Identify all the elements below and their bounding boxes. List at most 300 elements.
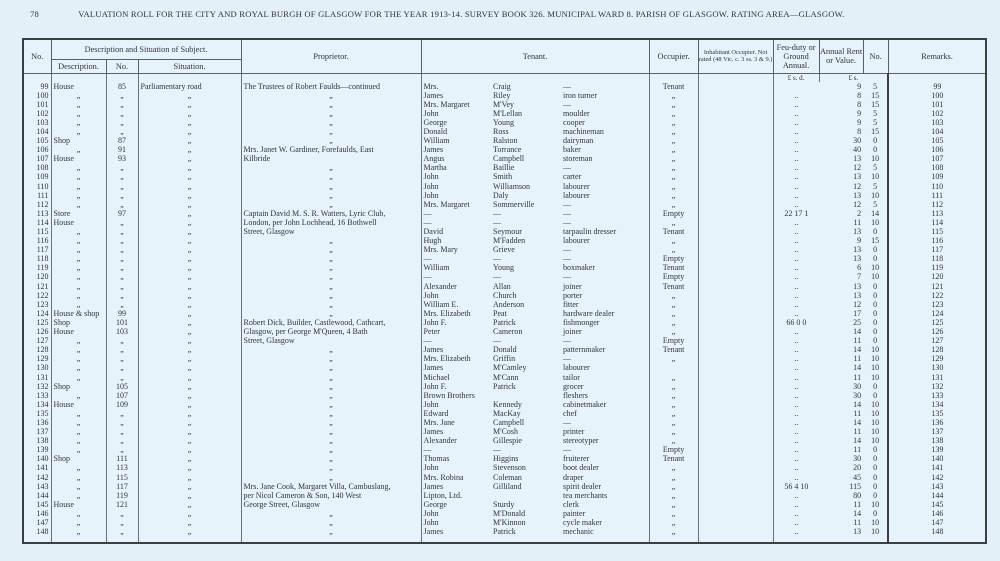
- rent-pounds: 14: [853, 327, 862, 337]
- rent-shillings: 10: [871, 499, 880, 509]
- tenant-surname: Williamson: [493, 181, 531, 191]
- proprietor: per Nicol Cameron & Son, 140 West: [241, 491, 421, 500]
- description: „: [51, 409, 106, 418]
- row-number-right: 99: [888, 82, 986, 91]
- feu-duty: ..: [773, 118, 819, 127]
- situation: „: [138, 318, 241, 327]
- subject-number: 119: [106, 491, 138, 500]
- empty-cell: [698, 91, 773, 100]
- description: „: [51, 127, 106, 136]
- empty-cell: [698, 354, 773, 363]
- empty-cell: [698, 336, 773, 345]
- occupier: „: [649, 154, 698, 163]
- subject-number: „: [106, 527, 138, 543]
- header-proprietor: Proprietor.: [241, 39, 421, 73]
- rent-shillings: 0: [873, 245, 878, 255]
- tenant-surname: Church: [493, 290, 517, 300]
- tenant-first-name: —: [421, 272, 491, 281]
- empty-cell: [698, 136, 773, 145]
- table-row: [23, 291, 986, 300]
- table-row: [23, 263, 986, 272]
- rent-pounds: 13: [853, 527, 862, 537]
- header-tenant: Tenant.: [421, 39, 649, 73]
- row-number: 124: [36, 308, 49, 318]
- description: House: [51, 500, 106, 509]
- row-number-right: 113: [888, 209, 986, 218]
- subject-number: „: [106, 436, 138, 445]
- subject-number: „: [106, 509, 138, 518]
- feu-duty: ..: [773, 127, 819, 136]
- empty-cell: [698, 363, 773, 372]
- subject-number: „: [106, 227, 138, 236]
- empty-cell: [698, 500, 773, 509]
- tenant-surname: Patrick: [493, 381, 516, 391]
- proprietor: „: [241, 200, 421, 209]
- subject-number: 115: [106, 473, 138, 482]
- feu-duty: ..: [773, 518, 819, 527]
- subject-number: „: [106, 236, 138, 245]
- tenant-first-name: —: [421, 218, 491, 227]
- feu-duty: ..: [773, 91, 819, 100]
- tenant-surname: [491, 391, 561, 400]
- description: „: [51, 263, 106, 272]
- rent-pounds: 11: [853, 408, 862, 418]
- empty-cell: [698, 209, 773, 218]
- tenant-surname: Cameron: [493, 327, 523, 337]
- rent-shillings: 5: [873, 199, 878, 209]
- tenant-occupation: tea merchants: [563, 490, 608, 500]
- occupier: „: [649, 427, 698, 436]
- subject-number: „: [106, 409, 138, 418]
- tenant-occupation: joiner: [563, 327, 582, 337]
- description: „: [51, 109, 106, 118]
- situation: „: [138, 518, 241, 527]
- tenant-first-name: —: [421, 445, 491, 454]
- empty-cell: [698, 454, 773, 463]
- tenant-first-name: Mrs. Elizabeth: [421, 354, 491, 363]
- tenant-occupation: chef: [563, 408, 577, 418]
- occupier: „: [649, 482, 698, 491]
- empty-cell: [698, 427, 773, 436]
- situation: „: [138, 127, 241, 136]
- rent-pounds: 13: [853, 227, 862, 236]
- proprietor: „: [241, 363, 421, 372]
- tenant-first-name: John: [421, 463, 491, 472]
- row-number-right: 109: [888, 172, 986, 181]
- situation: „: [138, 145, 241, 154]
- rent-shillings: 10: [871, 363, 880, 373]
- description: House: [51, 82, 106, 91]
- feu-duty: ..: [773, 100, 819, 109]
- tenant-first-name: —: [421, 336, 491, 345]
- rent-pounds: 11: [853, 336, 862, 346]
- tenant-surname: M'Vey: [493, 99, 515, 109]
- table-row: [23, 373, 986, 382]
- table-row: [23, 318, 986, 327]
- feu-duty: ..: [773, 527, 819, 543]
- subject-number: „: [106, 300, 138, 309]
- rent-pounds: 8: [857, 126, 862, 136]
- occupier: Empty: [649, 254, 698, 263]
- table-row: [23, 91, 986, 100]
- occupier: Tenant: [649, 263, 698, 272]
- row-number: 110: [36, 181, 49, 191]
- tenant-surname: M'Camley: [493, 363, 527, 373]
- row-number-right: 112: [888, 200, 986, 209]
- description: „: [51, 436, 106, 445]
- tenant-surname: [491, 491, 561, 500]
- situation: „: [138, 200, 241, 209]
- row-number: 123: [36, 299, 49, 309]
- rent-shillings: 10: [871, 518, 880, 527]
- feu-duty: ..: [773, 145, 819, 154]
- rent-pounds: 11: [853, 372, 862, 382]
- row-number-right: 118: [888, 254, 986, 263]
- row-number-right: 147: [888, 518, 986, 527]
- tenant-occupation: —: [563, 217, 572, 227]
- row-number-right: 100: [888, 91, 986, 100]
- rent-pounds: 12: [853, 299, 862, 309]
- row-number: 120: [36, 272, 49, 282]
- row-number: 134: [36, 399, 49, 409]
- row-number-right: 122: [888, 291, 986, 300]
- tenant-occupation: —: [563, 272, 572, 282]
- rent-shillings: 5: [873, 163, 878, 173]
- situation: „: [138, 109, 241, 118]
- tenant-surname: Patrick: [493, 317, 516, 327]
- tenant-surname: —: [493, 254, 502, 264]
- tenant-occupation: hardware dealer: [563, 308, 615, 318]
- description: „: [51, 473, 106, 482]
- subject-number: 105: [106, 382, 138, 391]
- tenant-first-name: Thomas: [421, 454, 491, 463]
- row-number: 147: [36, 518, 49, 527]
- row-number: 101: [36, 99, 49, 109]
- tenant-surname: Riley: [493, 90, 511, 100]
- occupier: Empty: [649, 445, 698, 454]
- rent-shillings: 15: [871, 236, 880, 246]
- situation: „: [138, 373, 241, 382]
- row-number-right: 128: [888, 345, 986, 354]
- table-row: [23, 182, 986, 191]
- proprietor: „: [241, 400, 421, 409]
- header-feu-duty: Feu-duty or Ground Annual.: [773, 39, 819, 73]
- proprietor: „: [241, 291, 421, 300]
- situation: „: [138, 482, 241, 491]
- row-number-right: 123: [888, 300, 986, 309]
- tenant-first-name: John: [421, 172, 491, 181]
- row-number-right: 108: [888, 163, 986, 172]
- rent-shillings: 15: [871, 99, 880, 109]
- situation: „: [138, 172, 241, 181]
- rent-pounds: 13: [853, 281, 862, 291]
- tenant-first-name: John: [421, 509, 491, 518]
- row-number: 129: [36, 354, 49, 364]
- tenant-occupation: fishmonger: [563, 317, 600, 327]
- rent-pounds: 30: [853, 390, 862, 400]
- rent-shillings: 0: [873, 327, 878, 337]
- rent-pounds: 13: [853, 154, 862, 164]
- feu-duty: ..: [773, 491, 819, 500]
- occupier: „: [649, 245, 698, 254]
- rent-shillings: 15: [871, 90, 880, 100]
- row-number: 112: [36, 199, 49, 209]
- row-number: 118: [36, 254, 49, 264]
- row-number-right: 129: [888, 354, 986, 363]
- empty-cell: [698, 172, 773, 181]
- tenant-first-name: Lipton, Ltd.: [421, 491, 491, 500]
- proprietor: „: [241, 409, 421, 418]
- feu-duty: ..: [773, 418, 819, 427]
- empty-cell: [698, 482, 773, 491]
- proprietor: Captain David M. S. R. Watters, Lyric Club,: [241, 209, 421, 218]
- occupier: „: [649, 200, 698, 209]
- table-row: [23, 400, 986, 409]
- rent-pounds: 7: [857, 272, 862, 282]
- tenant-first-name: —: [421, 209, 491, 218]
- tenant-occupation: fitter: [563, 299, 579, 309]
- tenant-surname: Sturdy: [493, 499, 515, 509]
- situation: „: [138, 436, 241, 445]
- row-number: 103: [36, 117, 49, 127]
- description: „: [51, 254, 106, 263]
- row-number-right: 107: [888, 154, 986, 163]
- rent-pounds: 14: [853, 399, 862, 409]
- tenant-surname: —: [493, 336, 502, 346]
- empty-cell: [698, 82, 773, 91]
- rent-pounds: 8: [857, 99, 862, 109]
- row-number-right: 135: [888, 409, 986, 418]
- row-number: 113: [36, 208, 49, 218]
- tenant-first-name: Peter: [421, 327, 491, 336]
- row-number: 119: [36, 263, 49, 273]
- situation: „: [138, 500, 241, 509]
- row-number-right: 119: [888, 263, 986, 272]
- feu-duty: ..: [773, 336, 819, 345]
- proprietor: „: [241, 509, 421, 518]
- table-row: [23, 454, 986, 463]
- situation: „: [138, 191, 241, 200]
- tenant-first-name: John F.: [421, 382, 491, 391]
- tenant-surname: —: [493, 272, 502, 282]
- occupier: „: [649, 518, 698, 527]
- tenant-surname: M'Cann: [493, 372, 519, 382]
- row-number: 126: [36, 327, 49, 337]
- table-row: [23, 282, 986, 291]
- subject-number: 111: [106, 454, 138, 463]
- situation: „: [138, 118, 241, 127]
- subject-number: „: [106, 282, 138, 291]
- subject-number: „: [106, 118, 138, 127]
- table-row: [23, 245, 986, 254]
- situation: „: [138, 272, 241, 281]
- tenant-first-name: Mrs. Jane: [421, 418, 491, 427]
- proprietor: „: [241, 245, 421, 254]
- subject-number: „: [106, 345, 138, 354]
- header-situation: Situation.: [138, 59, 241, 73]
- occupier: „: [649, 91, 698, 100]
- rent-shillings: 0: [873, 308, 878, 318]
- empty-cell: [698, 100, 773, 109]
- description: „: [51, 373, 106, 382]
- rent-shillings: 0: [873, 317, 878, 327]
- units-row: [23, 73, 986, 82]
- description: Shop: [51, 318, 106, 327]
- situation: „: [138, 227, 241, 236]
- rent-shillings: 0: [873, 336, 878, 346]
- rent-shillings: 0: [873, 145, 878, 155]
- description: „: [51, 391, 106, 400]
- row-number: 114: [36, 217, 49, 227]
- description: „: [51, 300, 106, 309]
- header-remarks: Remarks.: [888, 39, 986, 73]
- rent-pounds: 13: [853, 245, 862, 255]
- situation: „: [138, 182, 241, 191]
- tenant-occupation: moulder: [563, 108, 590, 118]
- feu-duty: ..: [773, 172, 819, 181]
- rent-shillings: 10: [871, 427, 880, 437]
- rent-pounds: 11: [853, 427, 862, 437]
- rent-shillings: 0: [873, 472, 878, 482]
- rent-pounds: 14: [853, 436, 862, 446]
- rent-shillings: 0: [873, 454, 878, 464]
- empty-cell: [698, 491, 773, 500]
- proprietor: „: [241, 418, 421, 427]
- empty-cell: [698, 318, 773, 327]
- occupier: „: [649, 145, 698, 154]
- table-row: [23, 254, 986, 263]
- occupier: „: [649, 527, 698, 543]
- proprietor: „: [241, 136, 421, 145]
- header-no: No.: [23, 39, 51, 73]
- feu-duty: ..: [773, 200, 819, 209]
- header-description: Description.: [51, 59, 106, 73]
- tenant-surname: Campbell: [493, 154, 525, 164]
- tenant-surname: Allan: [493, 281, 511, 291]
- tenant-surname: Coleman: [493, 472, 522, 482]
- tenant-first-name: James: [421, 363, 491, 372]
- subject-number: „: [106, 427, 138, 436]
- tenant-first-name: John: [421, 291, 491, 300]
- table-row: [23, 500, 986, 509]
- subject-number: „: [106, 336, 138, 345]
- occupier: Tenant: [649, 227, 698, 236]
- situation: „: [138, 445, 241, 454]
- row-number: 100: [36, 90, 49, 100]
- empty-cell: [698, 409, 773, 418]
- empty-cell: [698, 291, 773, 300]
- rent-shillings: 0: [873, 290, 878, 300]
- situation: „: [138, 245, 241, 254]
- rent-pounds: 14: [853, 345, 862, 355]
- running-head: [30, 9, 980, 19]
- proprietor: „: [241, 436, 421, 445]
- tenant-surname: —: [493, 217, 502, 227]
- occupier: Empty: [649, 336, 698, 345]
- table-row: [23, 200, 986, 209]
- tenant-occupation: clerk: [563, 499, 580, 509]
- occupier: „: [649, 218, 698, 227]
- tenant-occupation: —: [563, 254, 572, 264]
- subject-number: „: [106, 109, 138, 118]
- subject-number: „: [106, 518, 138, 527]
- tenant-first-name: Mrs. Margaret: [421, 200, 491, 209]
- rent-shillings: 10: [871, 272, 880, 282]
- table-row: [23, 336, 986, 345]
- situation: „: [138, 363, 241, 372]
- row-number: 117: [36, 245, 49, 255]
- subject-number: „: [106, 127, 138, 136]
- tenant-occupation: baker: [563, 145, 581, 155]
- table-row: [23, 409, 986, 418]
- page-number: 78: [30, 9, 39, 19]
- table-row: [23, 491, 986, 500]
- feu-duty: ..: [773, 154, 819, 163]
- table-row: [23, 482, 986, 491]
- occupier: „: [649, 400, 698, 409]
- row-number-right: 106: [888, 145, 986, 154]
- tenant-first-name: John: [421, 182, 491, 191]
- feu-duty: ..: [773, 382, 819, 391]
- empty-cell: [698, 327, 773, 336]
- situation: „: [138, 218, 241, 227]
- feu-duty: ..: [773, 309, 819, 318]
- rent-pounds: 9: [857, 81, 862, 91]
- row-number-right: 132: [888, 382, 986, 391]
- row-number: 122: [36, 290, 49, 300]
- feu-duty: ..: [773, 409, 819, 418]
- feu-duty: ..: [773, 227, 819, 236]
- subject-number: 113: [106, 463, 138, 472]
- row-number: 148: [36, 527, 49, 537]
- occupier: „: [649, 473, 698, 482]
- tenant-surname: Ralston: [493, 136, 518, 146]
- rent-pounds: 12: [853, 163, 862, 173]
- tenant-surname: M'Lellan: [493, 108, 523, 118]
- description: Shop: [51, 382, 106, 391]
- subject-number: „: [106, 373, 138, 382]
- description: „: [51, 518, 106, 527]
- rent-pounds: 30: [853, 454, 862, 464]
- proprietor: „: [241, 354, 421, 363]
- tenant-first-name: William: [421, 136, 491, 145]
- description: „: [51, 418, 106, 427]
- rent-pounds: 17: [853, 308, 862, 318]
- situation: „: [138, 418, 241, 427]
- occupier: „: [649, 163, 698, 172]
- row-number: 144: [36, 490, 49, 500]
- description: „: [51, 363, 106, 372]
- rent-pounds: 2: [857, 208, 862, 218]
- empty-cell: [698, 227, 773, 236]
- table-row: [23, 473, 986, 482]
- description: „: [51, 345, 106, 354]
- rent-pounds: 11: [853, 354, 862, 364]
- tenant-occupation: stereotyper: [563, 436, 599, 446]
- tenant-occupation: —: [563, 199, 572, 209]
- proprietor: Robert Dick, Builder, Castlewood, Cathcart,: [241, 318, 421, 327]
- header-number: No.: [106, 59, 138, 73]
- tenant-surname: Grieve: [493, 245, 515, 255]
- situation: „: [138, 327, 241, 336]
- tenant-first-name: James: [421, 91, 491, 100]
- description: „: [51, 245, 106, 254]
- proprietor: „: [241, 427, 421, 436]
- tenant-first-name: John: [421, 191, 491, 200]
- description: „: [51, 336, 106, 345]
- occupier: „: [649, 500, 698, 509]
- tenant-occupation: fleshers: [563, 390, 588, 400]
